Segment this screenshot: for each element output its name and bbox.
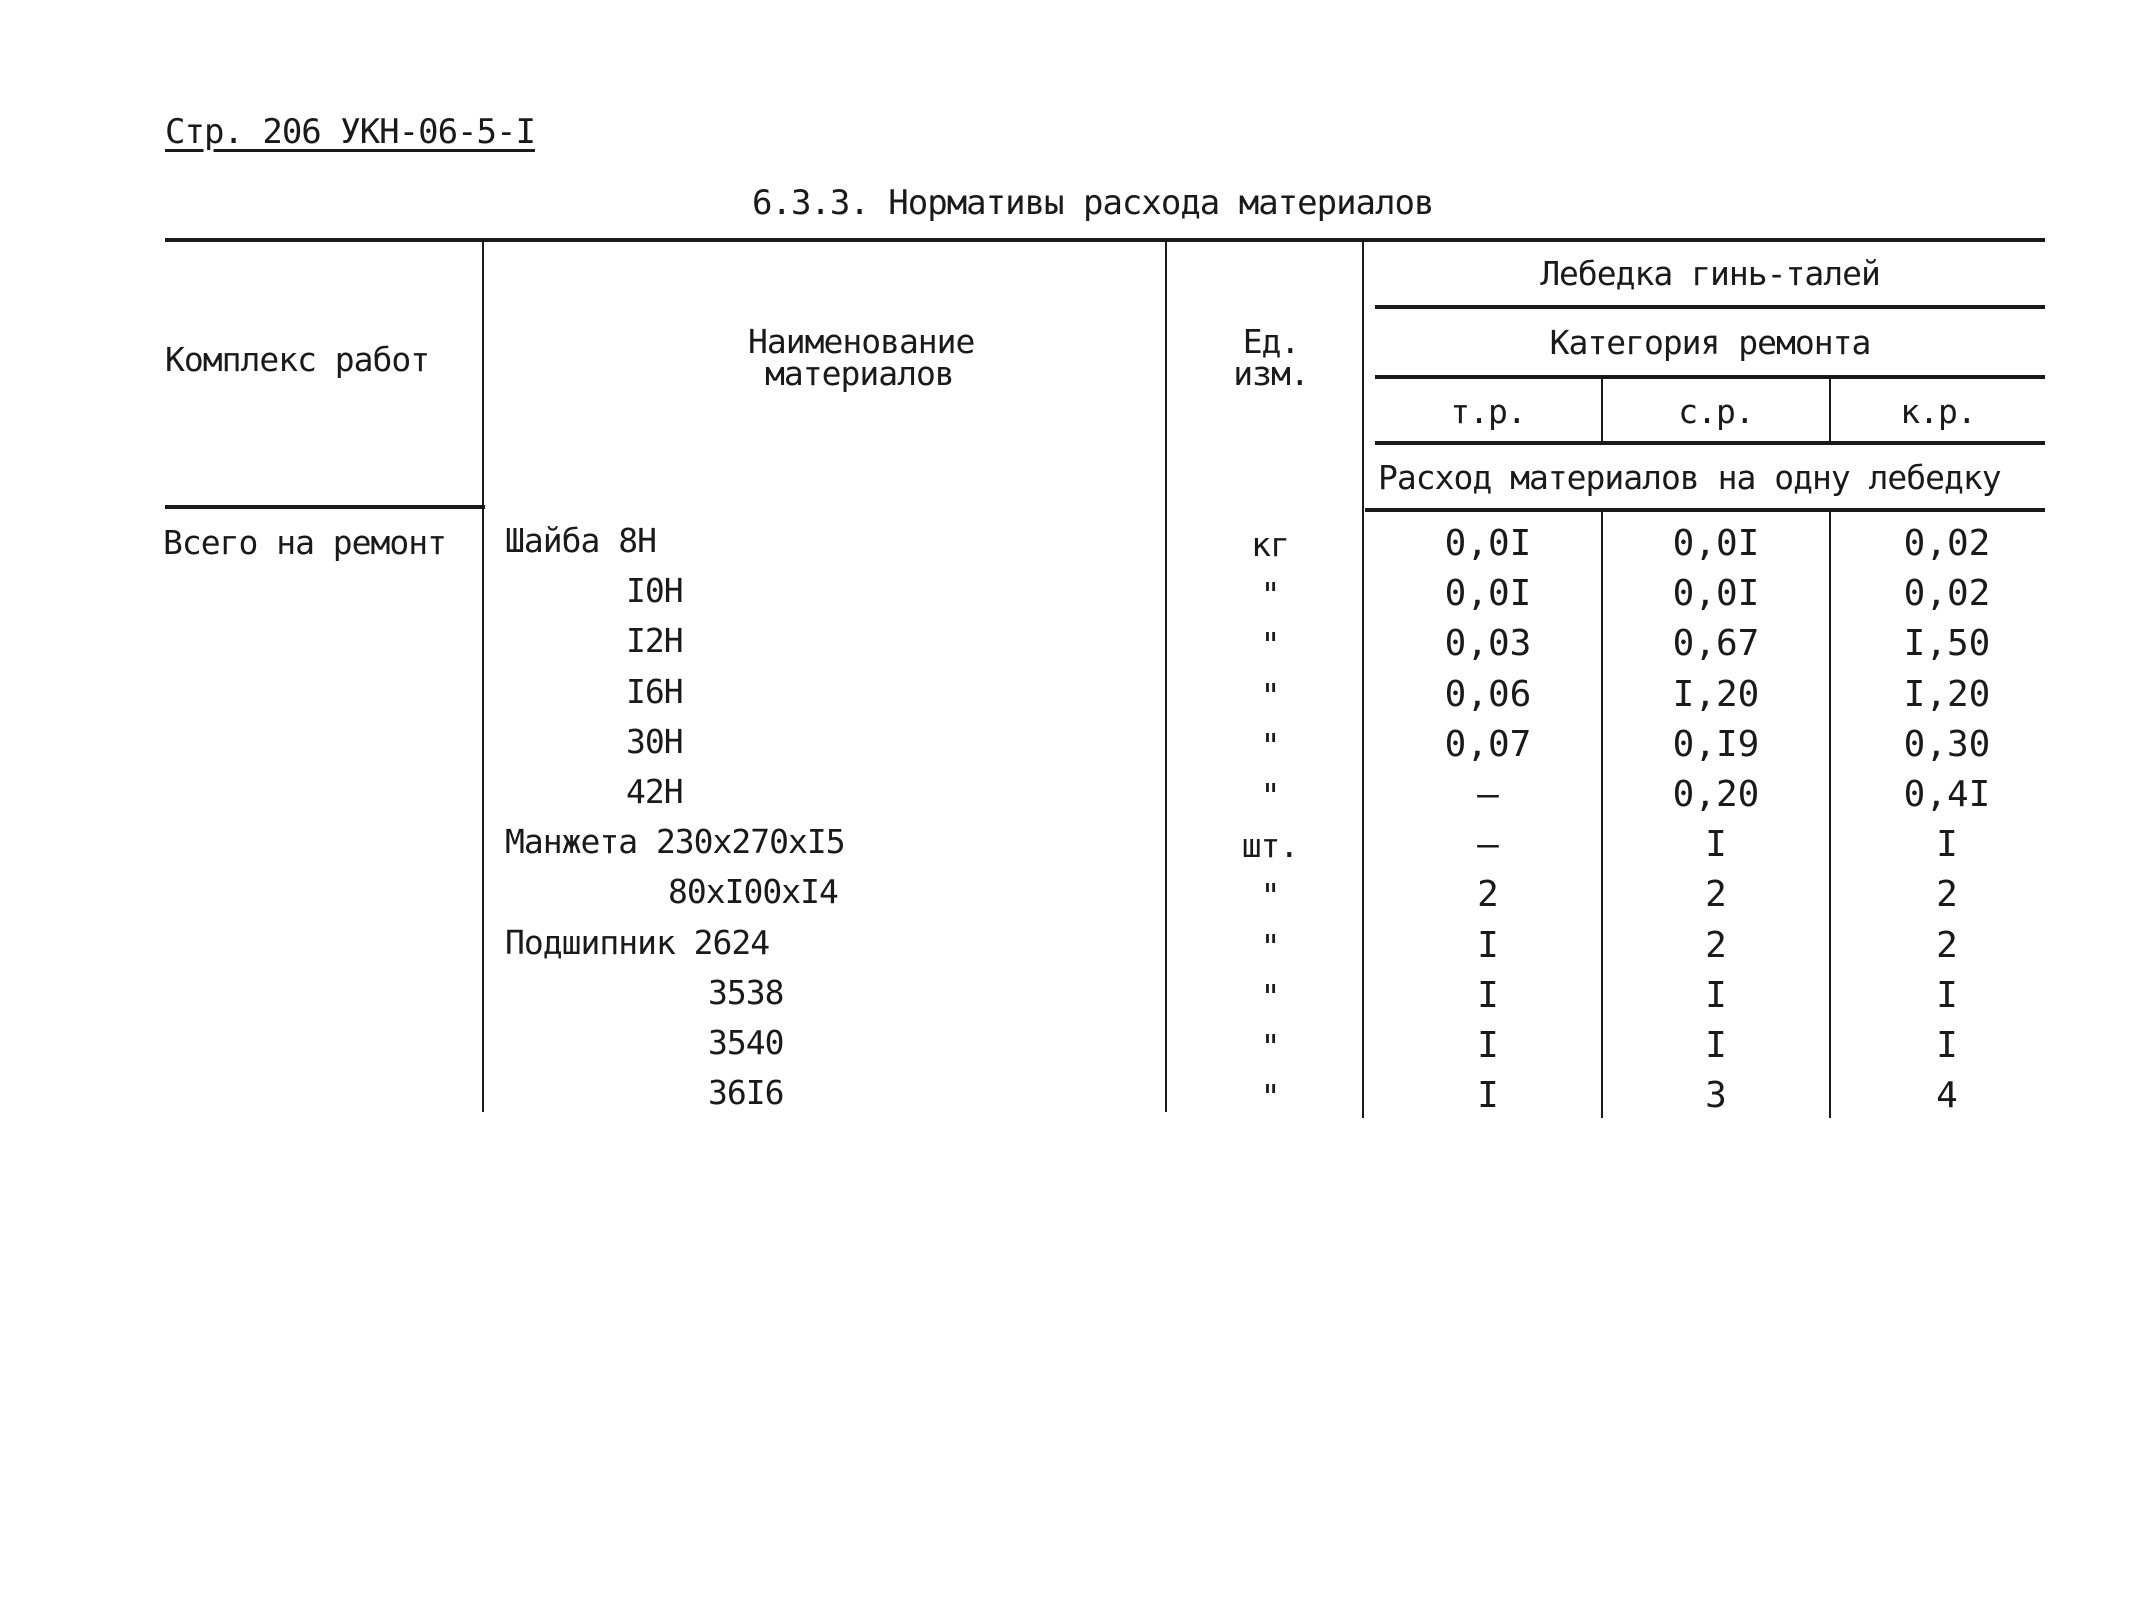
value-tr: I: [1477, 1025, 1499, 1066]
material-unit: ": [1260, 1077, 1280, 1116]
col-divider-name: [1165, 240, 1167, 1112]
value-tr: 0,06: [1444, 674, 1532, 715]
header-complex: Комплекс работ: [165, 340, 430, 379]
value-sr: 0,0I: [1672, 573, 1760, 614]
material-name: Подшипник 2624: [505, 923, 770, 962]
header-material-name: [612, 322, 1132, 393]
value-sr: I: [1705, 1025, 1727, 1066]
table-header-bottom-rule-right: [1365, 508, 2045, 512]
material-unit: ": [1260, 927, 1280, 966]
material-unit: ": [1260, 676, 1280, 715]
material-unit: кг: [1251, 525, 1289, 564]
value-sr: I: [1705, 824, 1727, 865]
value-tr: I: [1477, 925, 1499, 966]
value-kr: I: [1936, 1025, 1958, 1066]
value-kr: 2: [1936, 925, 1958, 966]
material-name: Шайба 8Н: [505, 521, 656, 560]
material-name: 80хI00хI4: [668, 872, 838, 911]
value-tr: I: [1477, 975, 1499, 1016]
material-name: 3540: [708, 1023, 784, 1062]
header-unit: [1226, 322, 1316, 393]
value-sr: I,20: [1672, 674, 1760, 715]
material-name: I2Н: [626, 621, 683, 660]
value-sr: 2: [1705, 874, 1727, 915]
value-tr: 0,0I: [1444, 573, 1532, 614]
value-tr: 0,0I: [1444, 523, 1532, 564]
value-sr: I: [1705, 975, 1727, 1016]
header-consumption: Расход материалов на одну лебедку: [1378, 458, 2001, 497]
col-divider-complex: [482, 240, 484, 1112]
material-name: 36I6: [708, 1073, 784, 1112]
header-repair-category: Категория ремонта: [1549, 323, 1871, 362]
header-material-name-line1: Наименование: [748, 322, 975, 361]
value-kr: I,20: [1903, 674, 1991, 715]
value-tr: 2: [1477, 874, 1499, 915]
value-kr: 0,02: [1903, 573, 1991, 614]
value-kr: I: [1936, 824, 1958, 865]
value-tr: –: [1477, 774, 1499, 815]
header-kr: к.р.: [1900, 392, 1976, 431]
header-tr: т.р.: [1450, 392, 1526, 431]
value-kr: I: [1936, 975, 1958, 1016]
value-sr: 2: [1705, 925, 1727, 966]
value-kr: 0,4I: [1903, 774, 1991, 815]
value-sr: 0,0I: [1672, 523, 1760, 564]
value-tr: –: [1477, 824, 1499, 865]
value-sr: 0,I9: [1672, 724, 1760, 765]
material-unit: ": [1260, 575, 1280, 614]
value-tr: 0,03: [1444, 623, 1532, 664]
material-unit: ": [1260, 876, 1280, 915]
section-title: 6.3.3. Нормативы расхода материалов: [752, 183, 1434, 223]
complex-value: Всего на ремонт: [163, 523, 447, 562]
value-kr: 2: [1936, 874, 1958, 915]
material-unit: ": [1260, 776, 1280, 815]
col-divider-unit: [1362, 240, 1364, 1118]
material-name: I0Н: [626, 571, 683, 610]
material-unit: ": [1260, 1027, 1280, 1066]
material-name: Манжета 230х270хI5: [505, 822, 845, 861]
header-unit-line2: изм.: [1233, 354, 1309, 393]
material-unit: шт.: [1241, 826, 1299, 865]
header-sr: с.р.: [1678, 392, 1754, 431]
value-tr: I: [1477, 1075, 1499, 1116]
header-winch: Лебедка гинь-талей: [1540, 254, 1880, 293]
material-name: 42Н: [626, 772, 683, 811]
material-unit: ": [1260, 977, 1280, 1016]
value-sr: 0,20: [1672, 774, 1760, 815]
value-sr: 0,67: [1672, 623, 1760, 664]
value-kr: 4: [1936, 1075, 1958, 1116]
value-kr: 0,30: [1903, 724, 1991, 765]
header-material-name-line2: материалов: [765, 354, 954, 393]
material-unit: ": [1260, 726, 1280, 765]
page-reference: Стр. 206 УКН-06-5-I: [165, 112, 535, 152]
material-name: 3538: [708, 973, 784, 1012]
repair-type-header-rule: [1375, 441, 2045, 445]
value-sr: 3: [1705, 1075, 1727, 1116]
category-header-rule: [1375, 375, 2045, 379]
winch-header-rule: [1375, 305, 2045, 309]
table-header-bottom-rule: [165, 505, 485, 509]
material-name: I6Н: [626, 672, 683, 711]
material-name: 30Н: [626, 722, 683, 761]
table-top-rule: [165, 238, 2045, 242]
value-kr: 0,02: [1903, 523, 1991, 564]
header-unit-line1: Ед.: [1242, 322, 1300, 361]
value-tr: 0,07: [1444, 724, 1532, 765]
value-kr: I,50: [1903, 623, 1991, 664]
material-unit: ": [1260, 625, 1280, 664]
